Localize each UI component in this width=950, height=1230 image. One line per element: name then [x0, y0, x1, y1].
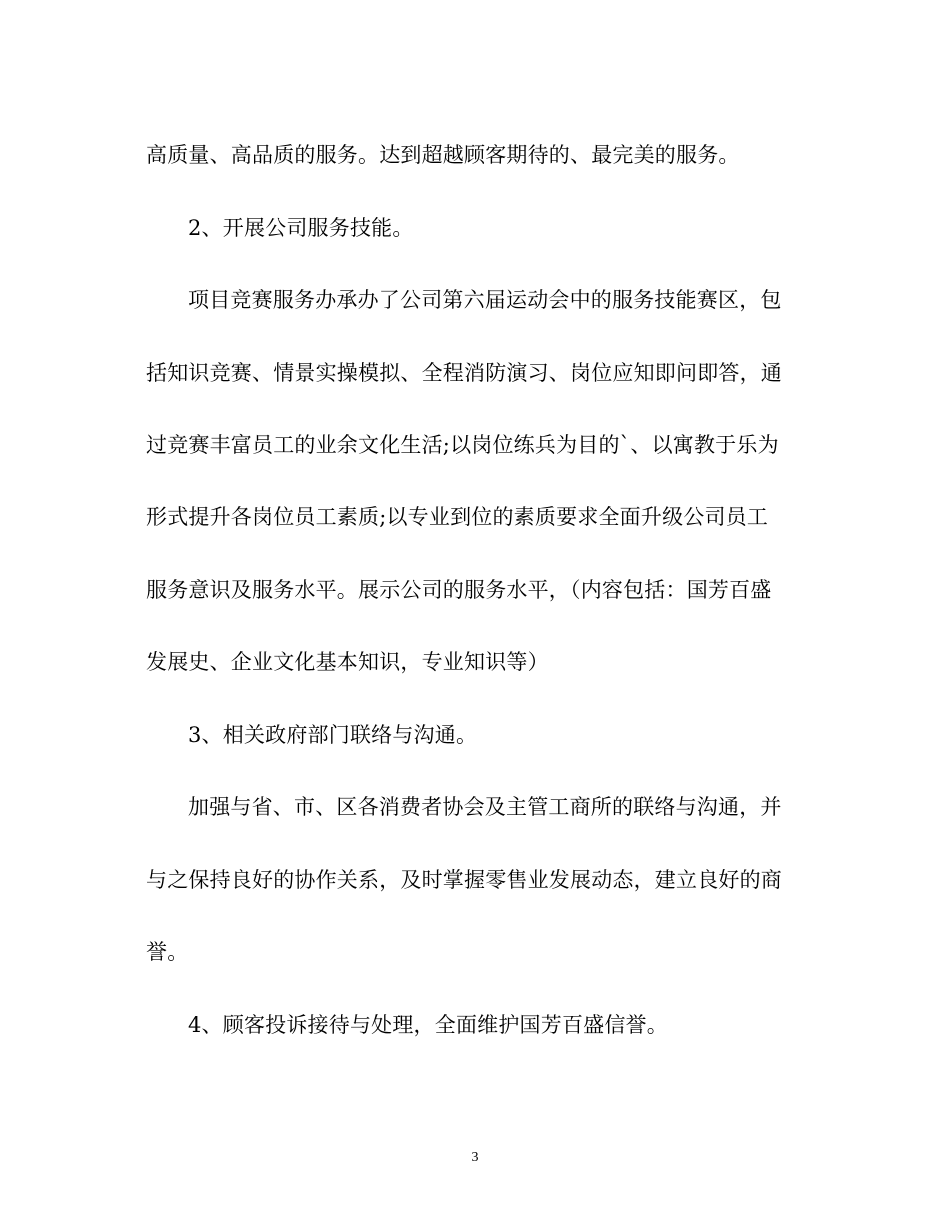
page-number: 3 — [471, 1150, 479, 1165]
text-line: 高质量、高品质的服务。达到超越顾客期待的、最完美的服务。 — [146, 143, 740, 167]
section-heading: 4、顾客投诉接待与处理，全面维护国芳百盛信誉。 — [188, 1013, 668, 1037]
text-line: 项目竞赛服务办承办了公司第六届运动会中的服务技能赛区，包 — [188, 288, 782, 312]
text-line: 与之保持良好的协作关系，及时掌握零售业发展动态，建立良好的商 — [146, 868, 782, 892]
section-heading: 3、相关政府部门联络与沟通。 — [188, 723, 478, 747]
text-line: 誉。 — [146, 940, 189, 964]
text-line: 服务意识及服务水平。展示公司的服务水平，（内容包括：国芳百盛 — [146, 578, 772, 602]
text-line: 加强与省、市、区各消费者协会及主管工商所的联络与沟通，并 — [188, 795, 782, 819]
text-line: 括知识竞赛、情景实操模拟、全程消防演习、岗位应知即问即答，通 — [146, 361, 782, 385]
text-line: 形式提升各岗位员工素质;以专业到位的素质要求全面升级公司员工 — [146, 505, 769, 529]
section-heading: 2、开展公司服务技能。 — [188, 216, 414, 240]
text-line: 发展史、企业文化基本知识，专业知识等） — [146, 650, 549, 674]
text-line: 过竞赛丰富员工的业余文化生活;以岗位练兵为目的`、以寓教于乐为 — [146, 433, 779, 457]
